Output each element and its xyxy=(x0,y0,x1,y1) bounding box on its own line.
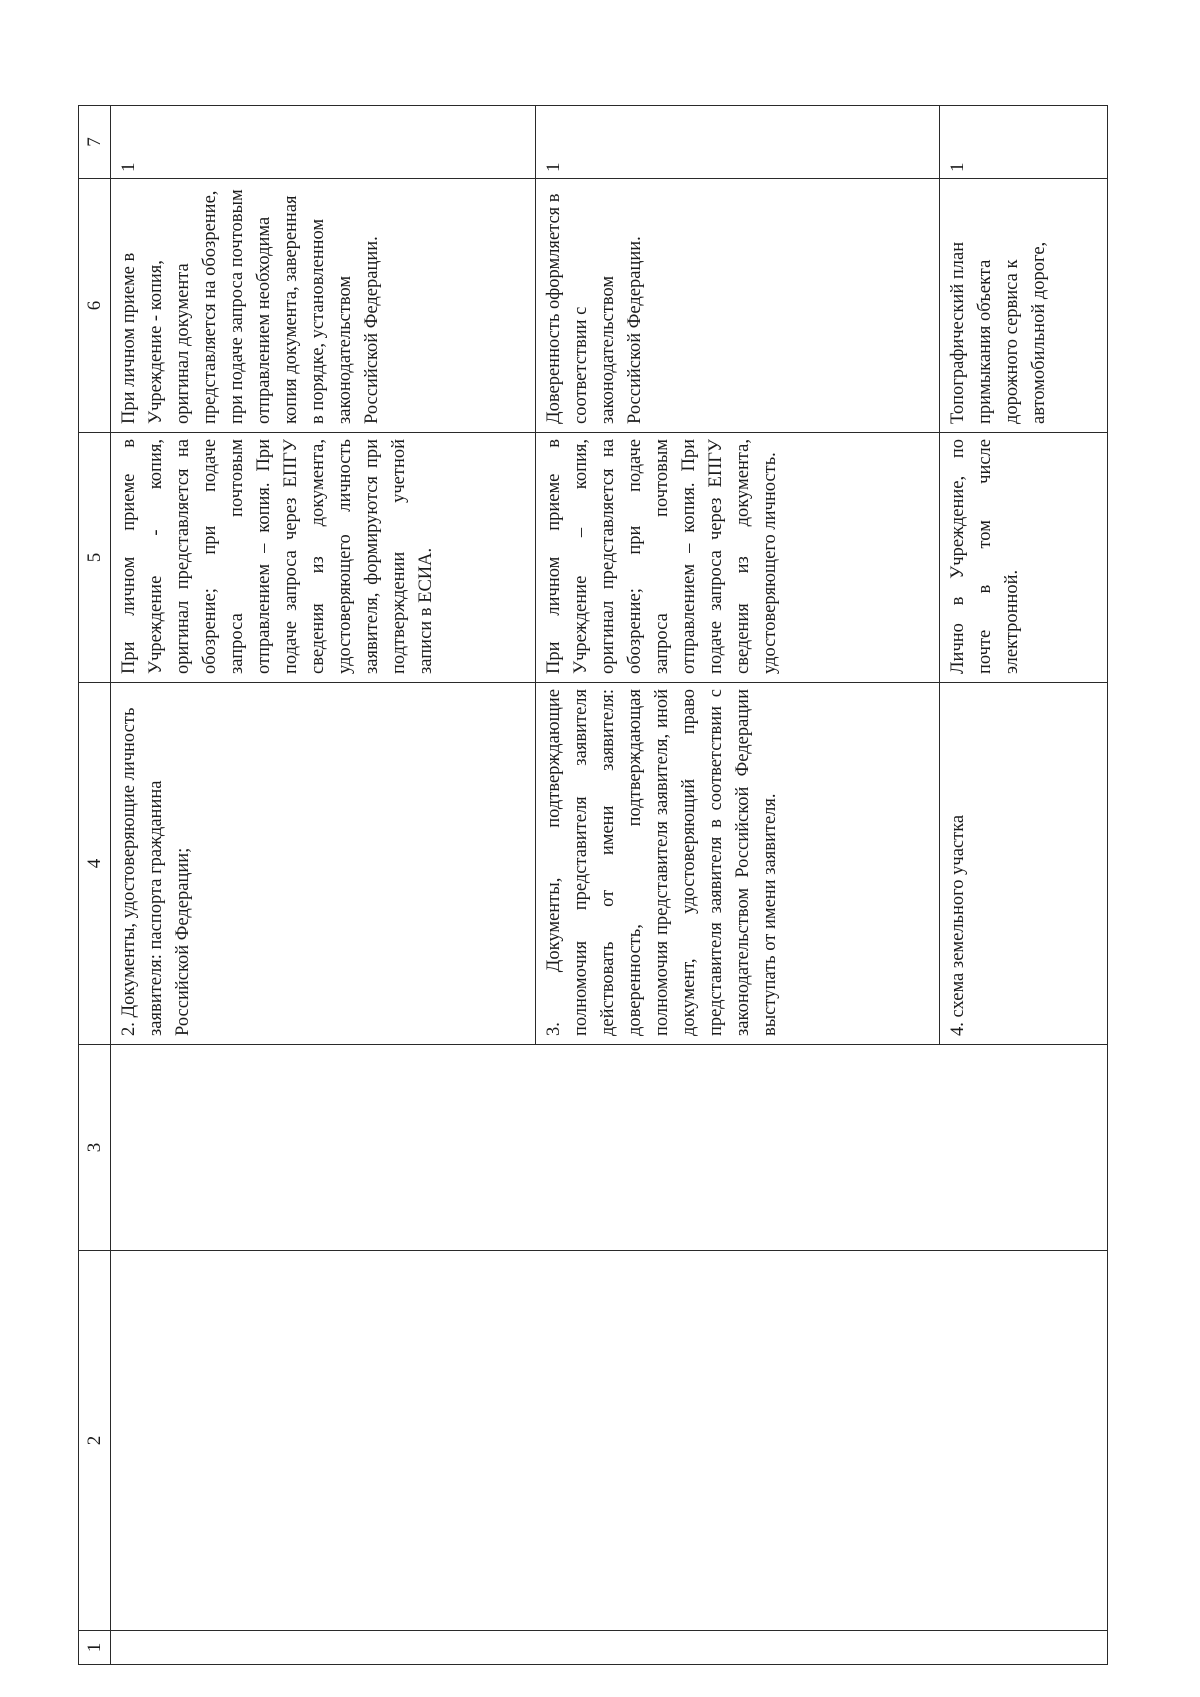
header-cell-5: 5 xyxy=(79,433,111,683)
documents-table xyxy=(78,105,1108,1665)
cell-col3 xyxy=(111,1045,1108,1251)
header-row xyxy=(79,106,111,1665)
header-cell-6: 6 xyxy=(79,179,111,433)
header-cell-4: 4 xyxy=(79,683,111,1045)
cell-col6-row3: Топографический план примыкания объекта дорожного сервиса к автомобильной дороге, xyxy=(939,179,1107,433)
cell-col4-row1: 2. Документы, удостоверяющие личность заявителя: паспорта гражданина Российской Федерации; xyxy=(111,683,536,1045)
cell-col7-row2: 1 xyxy=(535,106,939,179)
cell-col2 xyxy=(111,1251,1108,1631)
cell-col1 xyxy=(111,1631,1108,1665)
rotated-page-content xyxy=(8,72,1048,1697)
cell-col4-row3: 4. схема земельного участка xyxy=(939,683,1107,1045)
cell-col5-row3: Лично в Учреждение, по почте в том числе электронной. xyxy=(939,433,1107,683)
header-cell-2: 2 xyxy=(79,1251,111,1631)
cell-col5-row1: При личном приеме в Учреждение - копия, оригинал представляется на обозрение; при подаче запроса почтовым отправлением – копия. При подаче запроса через ЕПГУ сведения из документа, удостоверяющего личность заявителя, формируются при подтверждении учетной записи в ЕСИА. xyxy=(111,433,536,683)
table-row xyxy=(111,106,536,1665)
cell-col6-row2: Доверенность оформляется в соответствии с законодательством Российской Федерации. xyxy=(535,179,939,433)
header-cell-3: 3 xyxy=(79,1045,111,1251)
header-cell-7: 7 xyxy=(79,106,111,179)
cell-col6-row1: При личном приеме в Учреждение - копия, оригинал документа представляется на обозрение, при подаче запроса почтовым отправлением необходима копия документа, заверенная в порядке, установленном законодательством Российской Федерации. xyxy=(111,179,536,433)
cell-col4-row2: 3. Документы, подтверждающие полномочия представителя заявителя действовать от имени заявителя: доверенность, подтверждающая полномочия представителя заявителя, иной документ, удостоверяющий право представителя заявителя в соответствии с законодательством Российской Федерации выступать от имени заявителя. xyxy=(535,683,939,1045)
cell-col7-row1: 1 xyxy=(111,106,536,179)
cell-col7-row3: 1 xyxy=(939,106,1107,179)
cell-col5-row2: При личном приеме в Учреждение – копия, оригинал представляется на обозрение; при подаче запроса почтовым отправлением – копия. При подаче запроса через ЕПГУ сведения из документа, удостоверяющего личность. xyxy=(535,433,939,683)
header-cell-1: 1 xyxy=(79,1631,111,1665)
